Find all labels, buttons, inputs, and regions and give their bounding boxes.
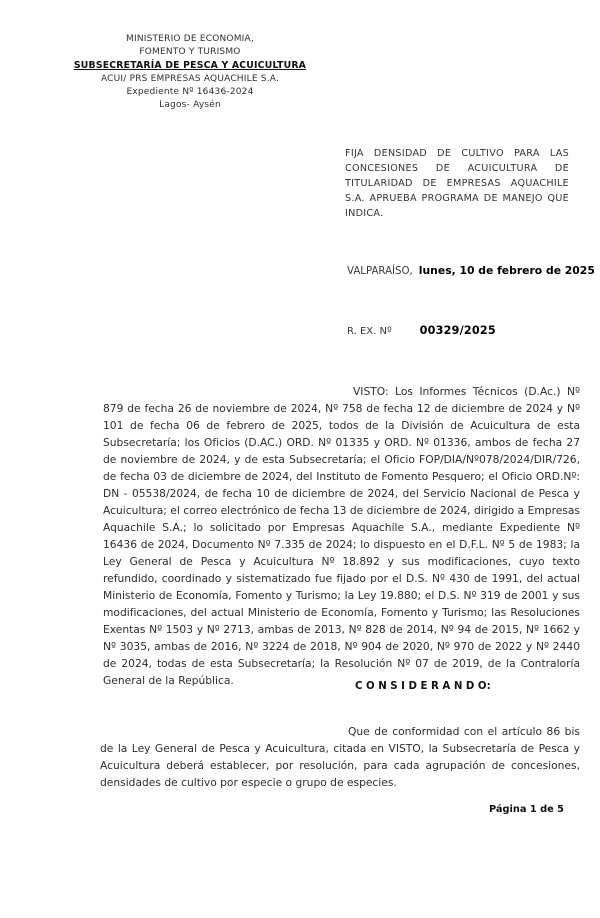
letterhead-ministry-line2: FOMENTO Y TURISMO	[139, 47, 241, 58]
letterhead-expediente: Expediente Nº 16436-2024	[126, 86, 254, 97]
considerando-heading: C O N S I D E R A N D O:	[355, 681, 491, 692]
letterhead	[40, 33, 340, 112]
dateline-date: lunes, 10 de febrero de 2025	[418, 264, 595, 277]
letterhead-region: Lagos- Aysén	[159, 100, 221, 111]
resolution-summary-title: FIJA DENSIDAD DE CULTIVO PARA LAS CONCESIONES DE ACUICULTURA DE TITULARIDAD DE EMPRESAS AQUACHILE S.A. APRUEBA PROGRAMA DE MANEJO QUE INDICA.	[345, 148, 569, 219]
dateline-city: VALPARAÍSO,	[347, 266, 413, 277]
dateline	[347, 264, 595, 277]
resolution-number-value: 00329/2025	[419, 324, 496, 337]
resolution-number-label: R. EX. Nº	[347, 326, 392, 337]
letterhead-ministry-line1: MINISTERIO DE ECONOMIA,	[126, 34, 254, 44]
page-number: Página 1 de 5	[488, 804, 564, 815]
letterhead-reference: ACUI/ PRS EMPRESAS AQUACHILE S.A.	[100, 73, 280, 84]
letterhead-subsecretaria: SUBSECRETARÍA DE PESCA Y ACUICULTURA	[73, 60, 307, 72]
considerando-paragraph: Que de conformidad con el artículo 86 bis de la Ley General de Pesca y Acuicultura, citada en VISTO, la Subsecretaría de Pesca y Acuicultura deberá establecer, por resolución, para cada agrupación de concesiones, densidades de cultivo por especie o grupo de especies.	[100, 725, 580, 789]
visto-paragraph: VISTO: Los Informes Técnicos (D.Ac.) Nº 879 de fecha 26 de noviembre de 2024, Nº 758 de fecha 12 de diciembre de 2024 y Nº 101 de fecha 06 de febrero de 2025, todos de la División de Acuicultura de esta Subsecretaría; los Oficios (D.AC.) ORD. Nº 01335 y ORD. Nº 01336, ambos de fecha 27 de noviembre de 2024, y de esta Subsecretaría; el Oficio FOP/DIA/Nº078/2024/DIR/726, de fecha 03 de diciembre de 2024, del Instituto de Fomento Pesquero; el Oficio ORD.Nº: DN - 05538/2024, de fecha 10 de diciembre de 2024, del Servicio Nacional de Pesca y Acuicultura; el correo electrónico de fecha 13 de diciembre de 2024, dirigido a Empresas Aquachile S.A.; lo solicitado por Empresas Aquachile S.A., mediante Expediente Nº 16436 de 2024, Documento Nº 7.335 de 2024; lo dispuesto en el D.F.L. Nº 5 de 1983; la Ley General de Pesca y Acuicultura Nº 18.892 y sus modificaciones, cuyo texto refundido, coordinado y sistematizado fue fijado por el D.S. Nº 430 de 1991, del actual Ministerio de Economía, Fomento y Turismo; la Ley 19.880; el D.S. Nº 319 de 2001 y sus modificaciones, del actual Ministerio de Economía, Fomento y Turismo; las Resoluciones Exentas Nº 1503 y Nº 2713, ambas de 2013, Nº 828 de 2014, Nº 94 de 2015, Nº 1662 y Nº 3035, ambas de 2016, Nº 3224 de 2018, Nº 904 de 2020, Nº 970 de 2022 y Nº 2440 de 2024, todas de esta Subsecretaría; la Resolución Nº 07 de 2019, de la Contraloría General de la República.	[103, 385, 580, 687]
resolution-number-line	[347, 324, 496, 337]
